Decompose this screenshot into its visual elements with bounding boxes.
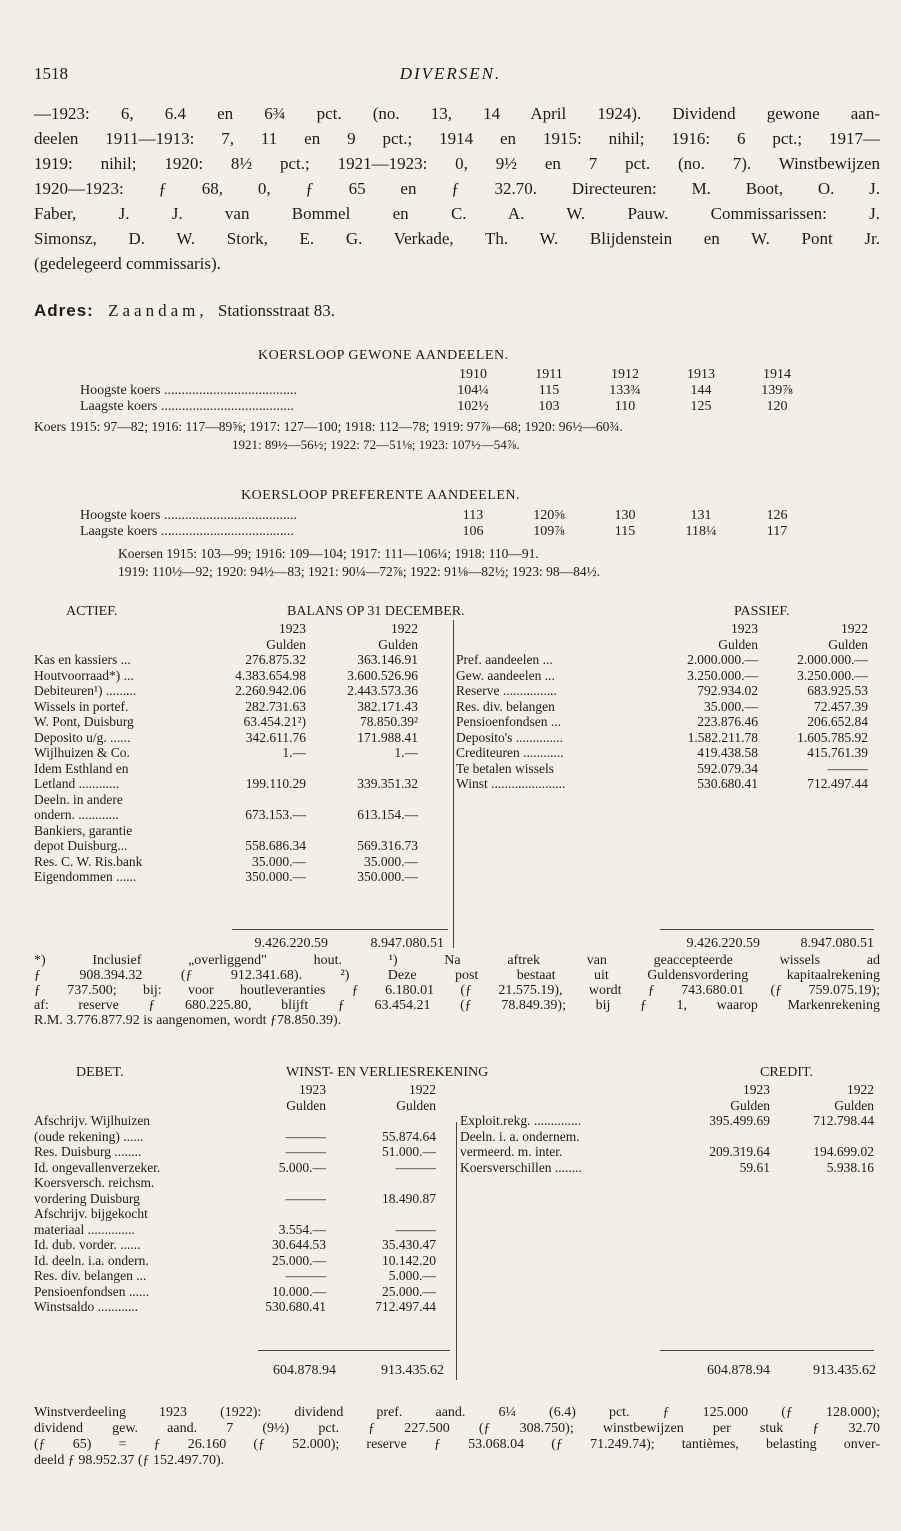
row-label: Hoogste koers ...................................... bbox=[80, 508, 297, 523]
row-label: Pensioenfondsen ...... bbox=[34, 1283, 150, 1299]
passief-body bbox=[456, 652, 868, 792]
footnote-line: *) Inclusief „overliggend" hout. ¹) Na aftrek van geaccepteerde wissels ad bbox=[34, 953, 880, 968]
cell: 199.110.29 bbox=[245, 776, 306, 791]
intro-line: 1919: nihil; 1920: 8½ pct.; 1921—1923: 0, 9½ en 7 pct. (no. 7). Winstbewijzen bbox=[34, 154, 880, 173]
footnote-line: af: reserve ƒ 680.225.80, blijft ƒ 63.454.21 (ƒ 78.849.39); bij ƒ 1, waarop Markenrekening bbox=[34, 998, 880, 1013]
row-label: Deposito's .............. bbox=[456, 729, 564, 745]
row-label: Res. div. belangen bbox=[456, 698, 555, 714]
year-header: 1922 bbox=[841, 621, 868, 636]
year-header: 1910 bbox=[459, 367, 487, 382]
unit-header: Gulden bbox=[378, 636, 418, 652]
row-label: Crediteuren ............ bbox=[456, 745, 564, 760]
year-header: 1922 bbox=[847, 1082, 874, 1097]
unit-row bbox=[34, 637, 418, 653]
cell: 35.430.47 bbox=[382, 1237, 436, 1252]
cell: 339.351.32 bbox=[357, 776, 418, 791]
cell: 103 bbox=[538, 399, 560, 414]
table-row bbox=[456, 745, 868, 761]
unit-header: Gulden bbox=[828, 636, 868, 652]
cell: 25.000.— bbox=[272, 1252, 326, 1268]
cell: 120 bbox=[766, 399, 788, 414]
year-row bbox=[34, 621, 418, 637]
row-label: Laagste koers ...................................... bbox=[80, 399, 294, 414]
table-row bbox=[80, 508, 815, 524]
cell: 350.000.— bbox=[357, 869, 418, 884]
row-label: Res. Duisburg ........ bbox=[34, 1144, 142, 1159]
year-header: 1923 bbox=[743, 1082, 770, 1097]
winst-total-b: 913.435.62 bbox=[381, 1363, 444, 1378]
year-header: 1914 bbox=[763, 367, 791, 382]
cell: 395.499.69 bbox=[709, 1113, 770, 1128]
cell: ——— bbox=[285, 1268, 326, 1283]
cell: 673.153.— bbox=[245, 807, 306, 822]
footnote-line: R.M. 3.776.877.92 is aangenomen, wordt ƒ78.850.39). bbox=[34, 1013, 342, 1028]
row-label: Idem Esthland en bbox=[34, 760, 129, 776]
row-label: Deeln. in andere bbox=[34, 791, 123, 807]
winst-debet-title: DEBET. bbox=[76, 1065, 124, 1080]
cell: 115 bbox=[538, 383, 560, 398]
balans-actief-title: ACTIEF. bbox=[66, 604, 118, 619]
cell: 5.000.— bbox=[278, 1159, 326, 1175]
cell bbox=[770, 1129, 874, 1145]
balans-passief-title: PASSIEF. bbox=[734, 604, 790, 619]
cell: 51.000.— bbox=[382, 1144, 436, 1159]
table-row bbox=[80, 399, 815, 415]
cell: 382.171.43 bbox=[357, 698, 418, 714]
cell: 1.605.785.92 bbox=[797, 729, 868, 745]
cell: 131 bbox=[690, 508, 712, 523]
cell bbox=[326, 1206, 436, 1222]
row-label: Gew. aandeelen ... bbox=[456, 667, 555, 683]
year-row bbox=[460, 1082, 874, 1098]
cell: 4.383.654.98 bbox=[235, 667, 306, 683]
cell: 558.686.34 bbox=[245, 838, 306, 853]
cell: 118¼ bbox=[685, 524, 717, 539]
cell: 35.000.— bbox=[704, 698, 758, 714]
koers-year-row bbox=[80, 367, 815, 383]
cell: 530.680.41 bbox=[697, 776, 758, 791]
cell: 2.260.942.06 bbox=[235, 683, 306, 698]
intro-line: Faber, J. J. van Bommel en C. A. W. Pauw. Commissarissen: J. bbox=[34, 204, 880, 223]
cell bbox=[230, 792, 306, 808]
balans-divider bbox=[453, 620, 454, 948]
table-row bbox=[34, 1129, 436, 1145]
row-label: Reserve ................ bbox=[456, 683, 557, 698]
balans-passief-table bbox=[456, 621, 868, 792]
table-row bbox=[460, 1113, 874, 1129]
unit-header: Gulden bbox=[266, 636, 306, 652]
row-label: Afschrijv. bijgekocht bbox=[34, 1206, 148, 1221]
cell bbox=[230, 1206, 326, 1222]
cell: 106 bbox=[462, 524, 484, 539]
cell: 363.146.91 bbox=[357, 652, 418, 667]
table-row bbox=[34, 1253, 436, 1269]
table-row bbox=[460, 1129, 874, 1145]
balans-footnotes bbox=[34, 953, 880, 1028]
table-row bbox=[34, 869, 418, 885]
row-label: Afschrijv. Wijlhuizen bbox=[34, 1113, 151, 1128]
row-label: Exploit.rekg. .............. bbox=[460, 1113, 582, 1128]
cell: 5.938.16 bbox=[826, 1159, 874, 1175]
row-label: Winstsaldo ............ bbox=[34, 1299, 139, 1314]
address-city: Zaandam, bbox=[108, 301, 208, 320]
table-row bbox=[34, 1160, 436, 1176]
koers-gewone-table bbox=[80, 367, 815, 415]
address-line bbox=[34, 301, 335, 321]
table-row bbox=[34, 699, 418, 715]
cell: 120⅝ bbox=[533, 508, 565, 523]
cell: 350.000.— bbox=[245, 869, 306, 884]
table-row bbox=[34, 761, 418, 777]
balans-total-b: 8.947.080.51 bbox=[370, 936, 444, 951]
unit-row bbox=[456, 637, 868, 653]
cell: 415.761.39 bbox=[807, 745, 868, 760]
footnote-line: ƒ 908.394.32 (ƒ 912.341.68). ²) Deze post bestaat uit Guldensvordering kapitaalrekening bbox=[34, 968, 880, 983]
year-row bbox=[456, 621, 868, 637]
cell: 55.874.64 bbox=[382, 1128, 436, 1144]
row-label: Koersversch. reichsm. bbox=[34, 1175, 155, 1190]
table-row bbox=[34, 1222, 436, 1238]
table-row bbox=[34, 792, 418, 808]
unit-header: Gulden bbox=[396, 1097, 436, 1113]
row-label: Hoogste koers ...................................... bbox=[80, 383, 297, 398]
year-header: 1922 bbox=[409, 1082, 436, 1097]
intro-line: 1920—1923: ƒ 68, 0, ƒ 65 en ƒ 32.70. Directeuren: M. Boot, O. J. bbox=[34, 179, 880, 198]
intro-paragraph bbox=[34, 101, 880, 276]
balans-actief-table bbox=[34, 621, 418, 885]
table-row bbox=[456, 761, 868, 777]
koers-gewone-note: 1921: 89½—56½; 1922: 72—51⅛; 1923: 107½—54⅞. bbox=[232, 437, 520, 452]
row-label: Kas en kassiers ... bbox=[34, 652, 131, 667]
paragraph-line: Winstverdeeling 1923 (1922): dividend pref. aand. 6¼ (6.4) pct. ƒ 125.000 (ƒ 128.000); bbox=[34, 1405, 880, 1420]
koers-gewone-note: Koers 1915: 97—82; 1916: 117—89⅝; 1917: 127—100; 1918: 112—78; 1919: 97⅞—68; 1920: 96½—60¾. bbox=[34, 419, 623, 434]
cell: 683.925.53 bbox=[807, 683, 868, 698]
row-label: W. Pont, Duisburg bbox=[34, 714, 134, 729]
address-label: Adres: bbox=[34, 301, 94, 320]
intro-line: deelen 1911—1913: 7, 11 en 9 pct.; 1914 en 1915: nihil; 1916: 6 pct.; 1917— bbox=[34, 129, 880, 148]
cell: 712.798.44 bbox=[813, 1113, 874, 1128]
row-label: Res. div. belangen ... bbox=[34, 1268, 147, 1283]
row-label: Wissels in portef. bbox=[34, 698, 129, 714]
cell: 133¾ bbox=[609, 383, 641, 398]
cell: ——— bbox=[285, 1144, 326, 1159]
cell: ——— bbox=[285, 1190, 326, 1206]
row-label: ondern. ............ bbox=[34, 807, 119, 822]
koers-pref-note: Koersen 1915: 103—99; 1916: 109—104; 1917: 111—106¼; 1918: 110—91. bbox=[118, 546, 539, 561]
year-header: 1923 bbox=[279, 621, 306, 636]
unit-row bbox=[460, 1098, 874, 1114]
cell bbox=[326, 1113, 436, 1129]
balans-sum-rule bbox=[232, 929, 448, 930]
winst-total-a: 604.878.94 bbox=[273, 1363, 336, 1378]
row-label: Res. C. W. Ris.bank bbox=[34, 853, 143, 869]
unit-header: Gulden bbox=[718, 636, 758, 652]
cell: 419.438.58 bbox=[697, 745, 758, 760]
cell: 10.142.20 bbox=[382, 1252, 436, 1268]
table-row bbox=[456, 699, 868, 715]
balans-total-a: 9.426.220.59 bbox=[254, 936, 328, 951]
koers-pref-title: KOERSLOOP PREFERENTE AANDEELEN. bbox=[241, 488, 521, 503]
cell: 530.680.41 bbox=[265, 1299, 326, 1314]
winst-sum-rule bbox=[660, 1350, 874, 1351]
table-row bbox=[34, 714, 418, 730]
winst-debet-table bbox=[34, 1082, 436, 1315]
table-row bbox=[34, 1237, 436, 1253]
cell bbox=[660, 1129, 770, 1145]
row-label: depot Duisburg... bbox=[34, 838, 128, 853]
cell: 569.316.73 bbox=[357, 838, 418, 853]
year-header: 1923 bbox=[299, 1082, 326, 1097]
cell: 115 bbox=[614, 524, 636, 539]
table-row bbox=[456, 668, 868, 684]
cell bbox=[306, 792, 418, 808]
row-label: vordering Duisburg bbox=[34, 1190, 140, 1206]
table-row bbox=[34, 1206, 436, 1222]
cell: 342.611.76 bbox=[245, 729, 306, 745]
cell: 35.000.— bbox=[252, 853, 306, 869]
year-header: 1922 bbox=[391, 621, 418, 636]
table-row bbox=[34, 1299, 436, 1315]
winst-credit-table bbox=[460, 1082, 874, 1175]
cell bbox=[326, 1175, 436, 1191]
cell: 126 bbox=[766, 508, 788, 523]
unit-header: Gulden bbox=[286, 1097, 326, 1113]
table-row bbox=[34, 1113, 436, 1129]
row-label: Bankiers, garantie bbox=[34, 822, 133, 838]
table-row bbox=[34, 1268, 436, 1284]
row-label: Wijlhuizen & Co. bbox=[34, 745, 130, 760]
row-label: materiaal .............. bbox=[34, 1221, 135, 1237]
table-row bbox=[80, 524, 815, 540]
cell bbox=[230, 1175, 326, 1191]
winstverdeeling-paragraph bbox=[34, 1405, 880, 1469]
cell: 3.554.— bbox=[278, 1221, 326, 1237]
actief-body bbox=[34, 652, 418, 885]
table-row bbox=[34, 854, 418, 870]
debet-body bbox=[34, 1113, 436, 1315]
row-label: Id. ongevallenverzeker. bbox=[34, 1159, 161, 1175]
table-row bbox=[34, 730, 418, 746]
table-row bbox=[456, 652, 868, 668]
cell: 110 bbox=[614, 399, 636, 414]
cell: 104¼ bbox=[457, 383, 489, 398]
cell: 1.— bbox=[394, 745, 418, 760]
table-row bbox=[34, 1175, 436, 1191]
table-row bbox=[460, 1144, 874, 1160]
cell: 2.000.000.— bbox=[797, 652, 868, 667]
winst-title: WINST- EN VERLIESREKENING bbox=[286, 1065, 489, 1080]
intro-line: Simonsz, D. W. Stork, E. G. Verkade, Th. W. Blijdenstein en W. Pont Jr. bbox=[34, 229, 880, 248]
cell: 30.644.53 bbox=[272, 1237, 326, 1252]
cell: 113 bbox=[462, 508, 484, 523]
cell: 712.497.44 bbox=[375, 1299, 436, 1314]
winst-total-a: 604.878.94 bbox=[707, 1363, 770, 1378]
row-label: Koersverschillen ........ bbox=[460, 1159, 582, 1175]
table-row bbox=[460, 1160, 874, 1176]
row-label: (oude rekening) ...... bbox=[34, 1128, 144, 1144]
credit-body bbox=[460, 1113, 874, 1175]
balans-sum-rule bbox=[660, 929, 874, 930]
cell: 194.699.02 bbox=[813, 1144, 874, 1159]
table-row bbox=[34, 652, 418, 668]
cell: 1.582.211.78 bbox=[687, 729, 758, 745]
running-header: DIVERSEN. bbox=[399, 64, 502, 83]
cell: 276.875.32 bbox=[245, 652, 306, 667]
address-street: Stationsstraat 83. bbox=[217, 301, 335, 320]
cell bbox=[230, 823, 306, 839]
table-row bbox=[34, 1191, 436, 1207]
cell: ——— bbox=[827, 760, 868, 776]
cell: 1.— bbox=[282, 745, 306, 760]
row-label: Eigendommen ...... bbox=[34, 869, 137, 884]
cell: 223.876.46 bbox=[697, 714, 758, 729]
row-label: Letland ............ bbox=[34, 776, 120, 791]
table-row bbox=[34, 838, 418, 854]
table-row bbox=[34, 1284, 436, 1300]
year-header: 1923 bbox=[731, 621, 758, 636]
cell: 18.490.87 bbox=[382, 1190, 436, 1206]
intro-line: (gedelegeerd commissaris). bbox=[34, 254, 221, 273]
koers-pref-note: 1919: 110½—92; 1920: 94½—83; 1921: 90¼—72⅞; 1922: 91⅛—82½; 1923: 98—84½. bbox=[118, 564, 601, 579]
row-label: Deeln. i. a. ondernem. bbox=[460, 1128, 580, 1144]
cell: ——— bbox=[395, 1221, 436, 1237]
balans-title: BALANS OP 31 DECEMBER. bbox=[287, 604, 465, 619]
cell: 3.250.000.— bbox=[687, 667, 758, 683]
unit-header: Gulden bbox=[834, 1097, 874, 1113]
winst-divider bbox=[456, 1122, 457, 1380]
cell: 125 bbox=[690, 399, 712, 414]
koers-pref-table bbox=[80, 508, 815, 540]
cell bbox=[306, 761, 418, 777]
cell: 209.319.64 bbox=[709, 1144, 770, 1159]
page-number: 1518 bbox=[34, 64, 68, 83]
cell bbox=[230, 1113, 326, 1129]
koers-gewone-title: KOERSLOOP GEWONE AANDEELEN. bbox=[258, 348, 509, 363]
table-row bbox=[34, 668, 418, 684]
row-label: Winst ...................... bbox=[456, 776, 566, 791]
row-label: vermeerd. m. inter. bbox=[460, 1144, 563, 1159]
cell: 171.988.41 bbox=[357, 729, 418, 745]
table-row bbox=[34, 1144, 436, 1160]
cell: 109⅞ bbox=[533, 524, 565, 539]
cell: 206.652.84 bbox=[807, 714, 868, 729]
row-label: Id. deeln. i.a. ondern. bbox=[34, 1252, 149, 1268]
winst-credit-title: CREDIT. bbox=[760, 1065, 814, 1080]
cell: 10.000.— bbox=[272, 1283, 326, 1299]
table-row bbox=[34, 683, 418, 699]
paragraph-line: deeld ƒ 98.952.37 (ƒ 152.497.70). bbox=[34, 1453, 225, 1468]
intro-line: —1923: 6, 6.4 en 6¾ pct. (no. 13, 14 April 1924). Dividend gewone aan- bbox=[34, 104, 880, 123]
table-row bbox=[34, 745, 418, 761]
table-row bbox=[456, 776, 868, 792]
table-row bbox=[456, 714, 868, 730]
winst-total-b: 913.435.62 bbox=[813, 1363, 876, 1378]
cell: 35.000.— bbox=[364, 853, 418, 869]
table-row bbox=[456, 730, 868, 746]
year-row bbox=[34, 1082, 436, 1098]
row-label: Laagste koers ...................................... bbox=[80, 524, 294, 539]
cell bbox=[230, 761, 306, 777]
year-header: 1912 bbox=[611, 367, 639, 382]
cell: 592.079.34 bbox=[697, 760, 758, 776]
cell: ——— bbox=[395, 1159, 436, 1175]
cell: 72.457.39 bbox=[814, 698, 868, 714]
cell: 613.154.— bbox=[357, 807, 418, 822]
row-label: Houtvoorraad*) ... bbox=[34, 667, 134, 683]
year-header: 1913 bbox=[687, 367, 715, 382]
cell: 59.61 bbox=[739, 1159, 770, 1175]
table-row bbox=[34, 807, 418, 823]
winst-sum-rule bbox=[258, 1350, 450, 1351]
table-row bbox=[80, 383, 815, 399]
balans-total-a: 9.426.220.59 bbox=[686, 936, 760, 951]
row-label: Pref. aandeelen ... bbox=[456, 652, 553, 667]
cell: 25.000.— bbox=[382, 1283, 436, 1299]
cell: 78.850.39² bbox=[359, 714, 418, 729]
table-row bbox=[34, 776, 418, 792]
table-row bbox=[34, 823, 418, 839]
cell: 144 bbox=[690, 383, 712, 398]
footnote-line: ƒ 737.500; bij: voor houtleveranties ƒ 6.180.01 (ƒ 21.575.19), wordt ƒ 743.680.01 (ƒ 759.075.19); bbox=[34, 983, 880, 998]
cell: 139⅞ bbox=[761, 383, 793, 398]
row-label: Id. dub. vorder. ...... bbox=[34, 1237, 141, 1252]
cell: 2.443.573.36 bbox=[347, 683, 418, 698]
cell: 102½ bbox=[457, 399, 489, 414]
unit-header: Gulden bbox=[730, 1097, 770, 1113]
cell: 2.000.000.— bbox=[687, 652, 758, 667]
table-row bbox=[456, 683, 868, 699]
cell: 130 bbox=[614, 508, 636, 523]
cell: 712.497.44 bbox=[807, 776, 868, 791]
cell: 63.454.21²) bbox=[243, 714, 306, 729]
unit-row bbox=[34, 1098, 436, 1114]
cell: 3.250.000.— bbox=[797, 667, 868, 683]
year-header: 1911 bbox=[535, 367, 563, 382]
paragraph-line: dividend gew. aand. 7 (9½) pct. ƒ 227.500 (ƒ 308.750); winstbewijzen per stuk ƒ 32.70 bbox=[34, 1421, 880, 1436]
cell: 117 bbox=[766, 524, 788, 539]
row-label: Deposito u/g. ...... bbox=[34, 729, 131, 745]
cell: 5.000.— bbox=[388, 1268, 436, 1283]
cell: 3.600.526.96 bbox=[347, 667, 418, 683]
cell bbox=[306, 823, 418, 839]
paragraph-line: (ƒ 65) = ƒ 26.160 (ƒ 52.000); reserve ƒ 53.068.04 (ƒ 71.249.74); tantièmes, belasting onver- bbox=[34, 1437, 880, 1452]
cell: 792.934.02 bbox=[697, 683, 758, 698]
row-label: Debiteuren¹) ......... bbox=[34, 683, 137, 698]
row-label: Te betalen wissels bbox=[456, 760, 555, 776]
cell: ——— bbox=[285, 1128, 326, 1144]
row-label: Pensioenfondsen ... bbox=[456, 714, 561, 729]
balans-total-b: 8.947.080.51 bbox=[800, 936, 874, 951]
cell: 282.731.63 bbox=[245, 698, 306, 714]
